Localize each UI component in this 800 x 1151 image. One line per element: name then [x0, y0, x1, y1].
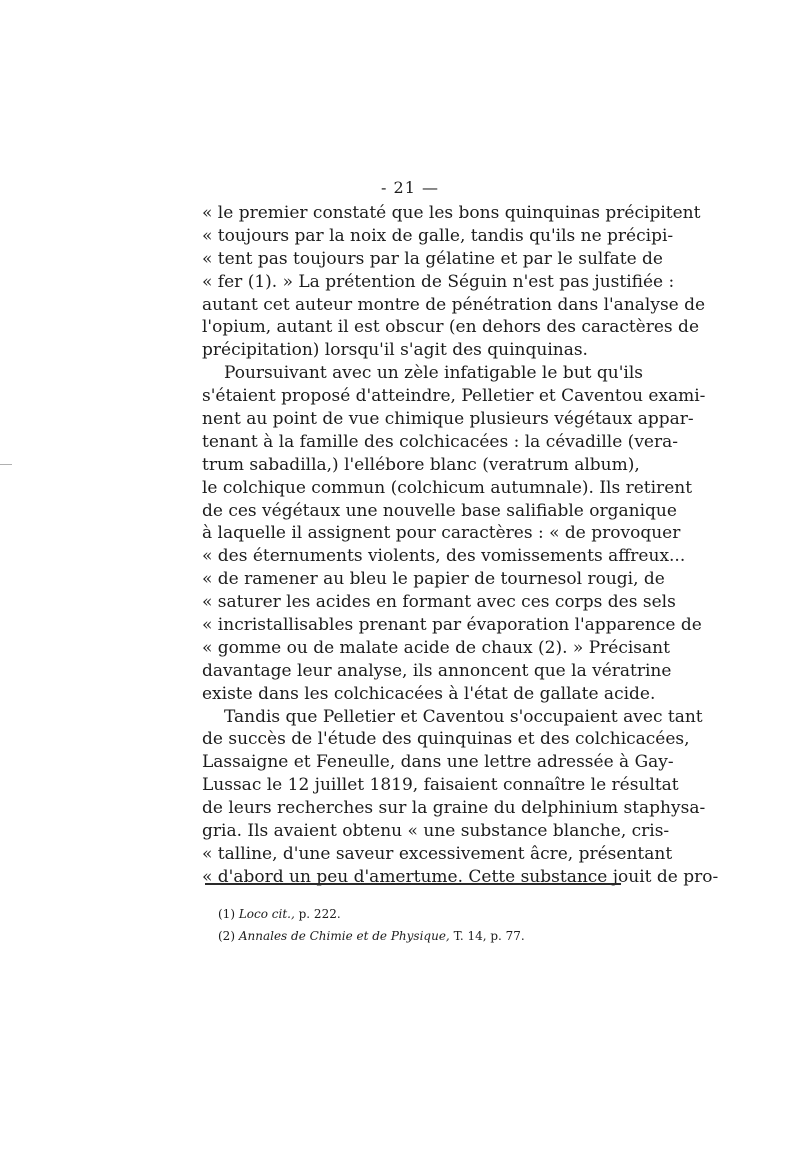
- text-line: nent au point de vue chimique plusieurs végétaux appar-: [202, 409, 694, 430]
- footnote-marker: (1): [218, 907, 235, 921]
- text-line: à laquelle il assignent pour caractères : « de provoquer: [202, 523, 681, 544]
- text-line: « de ramener au bleu le papier de tournesol rougi, de: [202, 569, 665, 590]
- text-line: « le premier constaté que les bons quinquinas précipitent: [202, 203, 701, 223]
- text-line: gria. Ils avaient obtenu « une substance blanche, cris-: [202, 821, 670, 842]
- text-line: Tandis que Pelletier et Caventou s'occupaient avec tant: [224, 706, 703, 727]
- text-line: Lussac le 12 juillet 1819, faisaient connaître le résultat: [202, 775, 679, 796]
- text-line: de leurs recherches sur la graine du delphinium staphysa-: [202, 798, 706, 819]
- text-line: Poursuivant avec un zèle infatigable le but qu'ils: [224, 363, 643, 384]
- text-line: davantage leur analyse, ils annoncent que la vératrine: [202, 660, 672, 681]
- text-line: précipitation) lorsqu'il s'agit des quinquinas.: [202, 340, 588, 361]
- text-line: autant cet auteur montre de pénétration dans l'analyse de: [202, 294, 706, 315]
- text-line: « talline, d'une saveur excessivement âcre, présentant: [202, 843, 673, 864]
- text-line: trum sabadilla,) l'ellébore blanc (veratrum album),: [202, 454, 640, 475]
- footnote-1: [218, 903, 525, 925]
- text-line: « tent pas toujours par la gélatine et par le sulfate de: [202, 248, 663, 269]
- text-line: « gomme ou de malate acide de chaux (2). » Précisant: [202, 637, 670, 658]
- text-line: « toujours par la noix de galle, tandis qu'ils ne précipi-: [202, 225, 674, 246]
- footnote-rule: [205, 883, 621, 885]
- text-line: « des éternuments violents, des vomissements affreux...: [202, 546, 686, 567]
- footnote-reference: p. 222.: [298, 907, 341, 921]
- footnote-source-title: Annales de Chimie et de Physique,: [238, 929, 450, 943]
- page-number: - 21 —: [381, 178, 439, 197]
- text-line: l'opium, autant il est obscur (en dehors des caractères de: [202, 317, 700, 338]
- text-line: « incristallisables prenant par évaporation l'apparence de: [202, 615, 702, 636]
- margin-mark: [0, 464, 12, 465]
- text-line: s'étaient proposé d'atteindre, Pelletier et Caventou exami-: [202, 386, 706, 407]
- text-line: « d'abord un peu d'amertume. Cette substance jouit de pro-: [202, 866, 719, 887]
- text-line: de ces végétaux une nouvelle base salifiable organique: [202, 500, 677, 521]
- text-line: existe dans les colchicacées à l'état de gallate acide.: [202, 683, 656, 704]
- footnote-2: [218, 925, 525, 947]
- text-line: le colchique commun (colchicum autumnale). Ils retirent: [202, 477, 693, 498]
- text-line: de succès de l'étude des quinquinas et des colchicacées,: [202, 729, 690, 750]
- text-line: « fer (1). » La prétention de Séguin n'est pas justifiée :: [202, 271, 675, 292]
- footnote-marker: (2): [218, 929, 235, 943]
- text-line: tenant à la famille des colchicacées : la cévadille (vera-: [202, 431, 678, 452]
- body-text: [202, 202, 719, 889]
- footnote-reference: T. 14, p. 77.: [453, 929, 525, 943]
- footnotes: [218, 903, 525, 947]
- footnote-source-title: Loco cit.,: [238, 907, 295, 921]
- text-line: Lassaigne et Feneulle, dans une lettre adressée à Gay-: [202, 752, 674, 773]
- text-line: « saturer les acides en formant avec ces corps des sels: [202, 592, 676, 613]
